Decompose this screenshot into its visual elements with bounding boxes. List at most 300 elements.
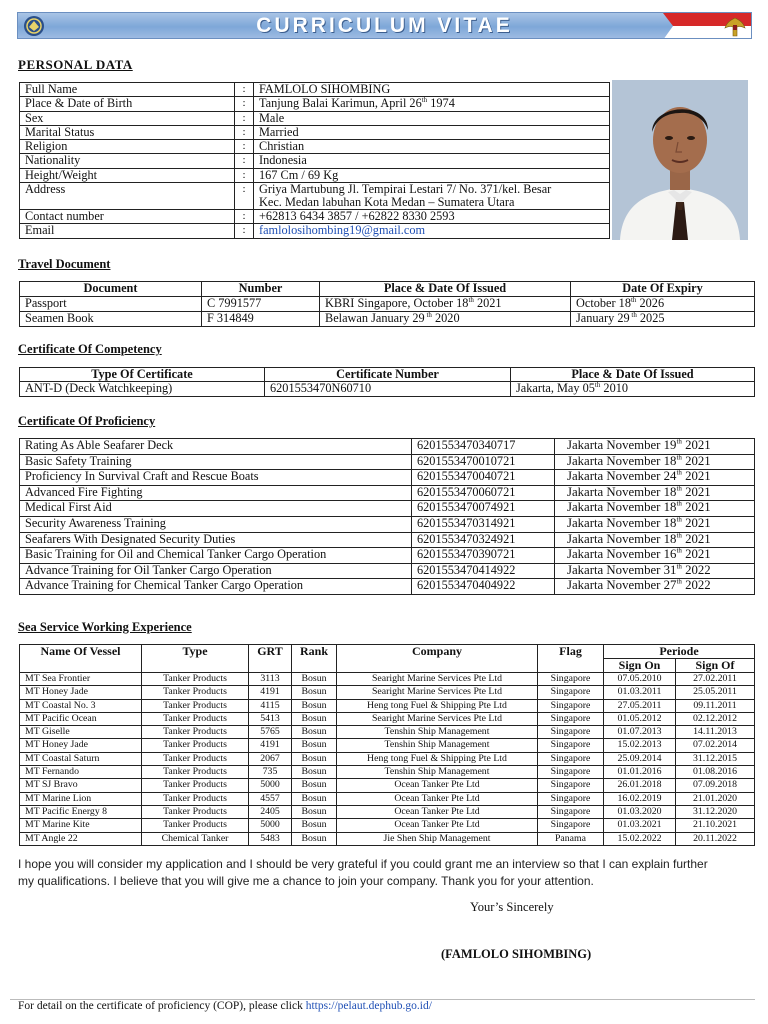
table-row	[20, 382, 755, 397]
competency-table	[19, 367, 755, 397]
table-row	[20, 454, 755, 470]
field-label: Sex	[20, 111, 235, 125]
type-cell: Tanker Products	[142, 673, 249, 686]
table-row	[20, 805, 755, 818]
vessel-cell: MT Marine Kite	[20, 819, 142, 832]
rank-cell: Bosun	[292, 726, 337, 739]
page-title: CURRICULUM VITAE	[256, 14, 513, 37]
flag-cell: Singapore	[538, 752, 604, 765]
cop-date-cell	[555, 563, 755, 579]
off-cell: 07.09.2018	[676, 779, 755, 792]
off-cell: 21.01.2020	[676, 792, 755, 805]
col-periode: Periode	[604, 645, 755, 659]
table-row	[20, 439, 755, 455]
personal-row	[20, 168, 610, 182]
text-part: Tanjung Balai Karimun, April 26	[259, 96, 422, 111]
ordinal-suffix: th	[468, 295, 474, 304]
company-cell: Searight Marine Services Pte Ltd	[337, 673, 538, 686]
company-cell: Searight Marine Services Pte Ltd	[337, 686, 538, 699]
on-cell: 16.02.2019	[604, 792, 676, 805]
cert-number-cell: 6201553470N60710	[265, 382, 511, 397]
cop-date-cell	[555, 548, 755, 564]
text-part: 2021	[681, 500, 711, 515]
text-part: Jakarta November 19	[567, 438, 677, 452]
text-part: Jakarta November 16	[567, 547, 677, 562]
company-cell: Tenshin Ship Management	[337, 739, 538, 752]
off-cell: 31.12.2015	[676, 752, 755, 765]
table-row	[20, 712, 755, 725]
ordinal-suffix: th	[676, 531, 682, 540]
company-cell: Tenshin Ship Management	[337, 766, 538, 779]
cop-number-cell: 6201553470340717	[412, 439, 555, 455]
vessel-cell: MT Pacific Energy 8	[20, 805, 142, 818]
table-row	[20, 832, 755, 845]
on-cell: 26.01.2018	[604, 779, 676, 792]
footer-link[interactable]: https://pelaut.dephub.go.id/	[305, 1000, 432, 1012]
personal-row	[20, 183, 610, 210]
cop-name-cell: Basic Safety Training	[20, 454, 412, 470]
text-part: Jakarta November 31	[567, 562, 677, 577]
field-label: Height/Weight	[20, 168, 235, 182]
vessel-cell: MT Honey Jade	[20, 686, 142, 699]
text-part: 2022	[681, 562, 711, 577]
colon: :	[235, 140, 254, 154]
type-cell: Tanker Products	[142, 686, 249, 699]
company-cell: Ocean Tanker Pte Ltd	[337, 805, 538, 818]
col-company: Company	[337, 645, 538, 673]
ordinal-suffix: th	[676, 484, 682, 493]
table-row	[20, 819, 755, 832]
sincerely-text: Your’s Sincerely	[470, 900, 554, 914]
off-cell: 07.02.2014	[676, 739, 755, 752]
off-cell: 01.08.2016	[676, 766, 755, 779]
field-value: Indonesia	[254, 154, 610, 168]
on-cell: 27.05.2011	[604, 699, 676, 712]
on-cell: 01.03.2011	[604, 686, 676, 699]
table-row	[20, 686, 755, 699]
sea-service-table	[19, 644, 755, 846]
colon: :	[235, 224, 254, 238]
vessel-cell: MT Fernando	[20, 766, 142, 779]
off-cell: 31.12.2020	[676, 805, 755, 818]
text-part: January 29	[576, 311, 630, 325]
ordinal-suffix: th	[676, 437, 682, 446]
col-type: Type	[142, 645, 249, 673]
grt-cell: 4115	[249, 699, 292, 712]
field-value: +62813 6434 3857 / +62822 8330 2593	[254, 210, 610, 224]
table-row	[20, 548, 755, 564]
text-part: 2021	[681, 531, 711, 546]
travel-document-table	[19, 281, 755, 327]
flag-cell: Singapore	[538, 699, 604, 712]
personal-row	[20, 97, 610, 111]
field-value	[254, 97, 610, 111]
text-part: 2021	[681, 547, 711, 562]
text-part: 2021	[681, 515, 711, 530]
grt-cell: 735	[249, 766, 292, 779]
on-cell: 01.07.2013	[604, 726, 676, 739]
personal-row	[20, 224, 610, 238]
rank-cell: Bosun	[292, 792, 337, 805]
cop-name-cell: Seafarers With Designated Security Duties	[20, 532, 412, 548]
cop-number-cell: 6201553470040721	[412, 470, 555, 486]
col-sign-off: Sign Of	[676, 659, 755, 673]
text-part: Jakarta November 18	[567, 453, 677, 468]
table-row	[20, 563, 755, 579]
table-row	[20, 485, 755, 501]
ordinal-suffix: th	[676, 578, 682, 587]
text-part: 2010	[600, 381, 629, 395]
flag-cell: Singapore	[538, 779, 604, 792]
type-cell: Tanker Products	[142, 792, 249, 805]
col-cert-number: Certificate Number	[265, 368, 511, 382]
ordinal-suffix: th	[676, 515, 682, 524]
personal-row	[20, 140, 610, 154]
ordinal-suffix: th	[594, 380, 601, 389]
table-row	[20, 532, 755, 548]
vessel-cell: MT Coastal No. 3	[20, 699, 142, 712]
col-issued: Place & Date Of Issued	[320, 282, 571, 297]
expiry-cell	[571, 297, 755, 312]
col-number: Number	[202, 282, 320, 297]
col-cert-issued: Place & Date Of Issued	[511, 368, 755, 382]
rank-cell: Bosun	[292, 712, 337, 725]
personal-row	[20, 210, 610, 224]
field-value: 167 Cm / 69 Kg	[254, 168, 610, 182]
cop-name-cell: Advanced Fire Fighting	[20, 485, 412, 501]
company-cell: Ocean Tanker Pte Ltd	[337, 779, 538, 792]
rank-cell: Bosun	[292, 805, 337, 818]
flag-cell: Singapore	[538, 726, 604, 739]
col-cert-type: Type Of Certificate	[20, 368, 265, 382]
table-row	[20, 752, 755, 765]
flag-cell: Singapore	[538, 792, 604, 805]
cop-date-cell	[555, 454, 755, 470]
personal-row	[20, 125, 610, 139]
vessel-cell: MT Coastal Saturn	[20, 752, 142, 765]
grt-cell: 5000	[249, 779, 292, 792]
field-label: Religion	[20, 140, 235, 154]
cop-number-cell: 6201553470404922	[412, 579, 555, 595]
company-cell: Searight Marine Services Pte Ltd	[337, 712, 538, 725]
type-cell: Chemical Tanker	[142, 832, 249, 845]
text-part: 2026	[636, 296, 665, 310]
ordinal-suffix: th	[676, 468, 682, 477]
table-row	[20, 792, 755, 805]
address-line-2: Kec. Medan labuhan Kota Medan – Sumatera Utara	[259, 195, 515, 210]
doc-cell: Seamen Book	[20, 312, 202, 327]
col-grt: GRT	[249, 645, 292, 673]
colon: :	[235, 183, 254, 210]
vessel-cell: MT Marine Lion	[20, 792, 142, 805]
rank-cell: Bosun	[292, 832, 337, 845]
travel-document-heading: Travel Document	[18, 257, 111, 271]
flag-cell: Singapore	[538, 805, 604, 818]
ordinal-suffix: th	[424, 310, 432, 319]
table-row	[20, 297, 755, 312]
company-cell: Jie Shen Ship Management	[337, 832, 538, 845]
on-cell: 01.05.2012	[604, 712, 676, 725]
cop-name-cell: Security Awareness Training	[20, 516, 412, 532]
ordinal-suffix: th	[676, 562, 682, 571]
field-value	[254, 224, 610, 238]
text-part: Belawan January 29	[325, 311, 425, 325]
vessel-cell: MT Sea Frontier	[20, 673, 142, 686]
colon: :	[235, 154, 254, 168]
text-part: 2021	[681, 469, 711, 484]
number-cell: F 314849	[202, 312, 320, 327]
cop-name-cell: Basic Training for Oil and Chemical Tanker Cargo Operation	[20, 548, 412, 564]
personal-data-heading: PERSONAL DATA	[18, 57, 133, 72]
type-cell: Tanker Products	[142, 805, 249, 818]
address-line-1: Griya Martubung Jl. Tempirai Lestari 7/ No. 371/kel. Besar	[259, 182, 552, 197]
company-cell: Ocean Tanker Pte Ltd	[337, 819, 538, 832]
ordinal-suffix: th	[630, 295, 637, 304]
col-rank: Rank	[292, 645, 337, 673]
flag-cell: Singapore	[538, 673, 604, 686]
grt-cell: 3113	[249, 673, 292, 686]
text-part: 2021	[681, 484, 711, 499]
grt-cell: 4191	[249, 739, 292, 752]
personal-data-table	[19, 82, 610, 239]
number-cell: C 7991577	[202, 297, 320, 312]
issued-cell	[320, 312, 571, 327]
type-cell: Tanker Products	[142, 752, 249, 765]
flag-cell: Singapore	[538, 712, 604, 725]
header-banner	[17, 12, 752, 39]
cop-date-cell	[555, 501, 755, 517]
issued-cell	[320, 297, 571, 312]
grt-cell: 5000	[249, 819, 292, 832]
col-expiry: Date Of Expiry	[571, 282, 755, 297]
text-part: KBRI Singapore, October 18	[325, 296, 469, 310]
colon: :	[235, 168, 254, 182]
proficiency-table	[19, 438, 755, 595]
table-row	[20, 673, 755, 686]
rank-cell: Bosun	[292, 686, 337, 699]
rank-cell: Bosun	[292, 779, 337, 792]
flag-cell: Singapore	[538, 686, 604, 699]
on-cell: 01.03.2021	[604, 819, 676, 832]
flag-cell: Singapore	[538, 739, 604, 752]
cop-number-cell: 6201553470074921	[412, 501, 555, 517]
cop-number-cell: 6201553470010721	[412, 454, 555, 470]
on-cell: 07.05.2010	[604, 673, 676, 686]
on-cell: 01.01.2016	[604, 766, 676, 779]
ordinal-suffix: th	[676, 546, 682, 555]
table-row	[20, 739, 755, 752]
personal-row	[20, 154, 610, 168]
grt-cell: 4191	[249, 686, 292, 699]
rank-cell: Bosun	[292, 673, 337, 686]
closing-line-1: I hope you will consider my application and I should be very grateful if you could grant me an interview so that I can explain further	[18, 857, 708, 871]
table-row	[20, 726, 755, 739]
ordinal-suffix: th	[421, 96, 428, 105]
company-cell: Heng tong Fuel & Shipping Pte Ltd	[337, 752, 538, 765]
footer-note	[18, 1000, 432, 1012]
vessel-cell: MT Angle 22	[20, 832, 142, 845]
cert-type-cell: ANT-D (Deck Watchkeeping)	[20, 382, 265, 397]
company-cell: Tenshin Ship Management	[337, 726, 538, 739]
off-cell: 20.11.2022	[676, 832, 755, 845]
footer-text: For detail on the certificate of proficiency (COP), please click	[18, 1000, 306, 1012]
ordinal-suffix: th	[629, 310, 637, 319]
ordinal-suffix: th	[676, 453, 682, 462]
garuda-flag-icon	[663, 13, 751, 39]
personal-row	[20, 111, 610, 125]
field-label: Marital Status	[20, 125, 235, 139]
type-cell: Tanker Products	[142, 739, 249, 752]
table-row	[20, 699, 755, 712]
cop-name-cell: Advance Training for Chemical Tanker Cargo Operation	[20, 579, 412, 595]
text-part: 1974	[427, 96, 455, 111]
col-sign-on: Sign On	[604, 659, 676, 673]
personal-row	[20, 83, 610, 97]
text-part: Jakarta, May 05	[516, 381, 595, 395]
field-label: Email	[20, 224, 235, 238]
type-cell: Tanker Products	[142, 726, 249, 739]
on-cell: 01.03.2020	[604, 805, 676, 818]
off-cell: 27.02.2011	[676, 673, 755, 686]
rank-cell: Bosun	[292, 739, 337, 752]
grt-cell: 2405	[249, 805, 292, 818]
cop-number-cell: 6201553470314921	[412, 516, 555, 532]
cop-name-cell: Advance Training for Oil Tanker Cargo Operation	[20, 563, 412, 579]
grt-cell: 5483	[249, 832, 292, 845]
off-cell: 09.11.2011	[676, 699, 755, 712]
sea-service-heading: Sea Service Working Experience	[18, 620, 192, 634]
on-cell: 15.02.2022	[604, 832, 676, 845]
signature-name: (FAMLOLO SIHOMBING)	[441, 947, 592, 961]
rank-cell: Bosun	[292, 766, 337, 779]
expiry-cell	[571, 312, 755, 327]
on-cell: 25.09.2014	[604, 752, 676, 765]
table-row	[20, 501, 755, 517]
text-part: Jakarta November 24	[567, 469, 677, 484]
off-cell: 21.10.2021	[676, 819, 755, 832]
rank-cell: Bosun	[292, 752, 337, 765]
col-vessel: Name Of Vessel	[20, 645, 142, 673]
off-cell: 02.12.2012	[676, 712, 755, 725]
grt-cell: 5413	[249, 712, 292, 725]
cop-date-cell	[555, 470, 755, 486]
company-cell: Ocean Tanker Pte Ltd	[337, 792, 538, 805]
cop-number-cell: 6201553470324921	[412, 532, 555, 548]
off-cell: 25.05.2011	[676, 686, 755, 699]
type-cell: Tanker Products	[142, 712, 249, 725]
text-part: Jakarta November 18	[567, 531, 677, 546]
vessel-cell: MT SJ Bravo	[20, 779, 142, 792]
text-part: 2022	[681, 578, 711, 593]
proficiency-heading: Certificate Of Proficiency	[18, 414, 156, 428]
text-part: Jakarta November 27	[567, 578, 677, 593]
doc-cell: Passport	[20, 297, 202, 312]
rank-cell: Bosun	[292, 819, 337, 832]
flag-cell: Panama	[538, 832, 604, 845]
colon: :	[235, 83, 254, 97]
text-part: Jakarta November 18	[567, 515, 677, 530]
field-label: Contact number	[20, 210, 235, 224]
cop-name-cell: Rating As Able Seafarer Deck	[20, 439, 412, 455]
rank-cell: Bosun	[292, 699, 337, 712]
field-label: Address	[20, 183, 235, 210]
field-label: Nationality	[20, 154, 235, 168]
table-row	[20, 470, 755, 486]
colon: :	[235, 97, 254, 111]
grt-cell: 2067	[249, 752, 292, 765]
field-label: Full Name	[20, 83, 235, 97]
type-cell: Tanker Products	[142, 699, 249, 712]
cop-name-cell: Medical First Aid	[20, 501, 412, 517]
closing-line-2: my qualifications. I believe that you will give me a chance to join your company. Thank you for your attention.	[18, 874, 594, 888]
type-cell: Tanker Products	[142, 779, 249, 792]
field-value: Married	[254, 125, 610, 139]
text-part: Jakarta November 18	[567, 500, 677, 515]
table-row	[20, 312, 755, 327]
cop-date-cell	[555, 439, 755, 455]
cop-number-cell: 6201553470060721	[412, 485, 555, 501]
vessel-cell: MT Pacific Ocean	[20, 712, 142, 725]
email-link[interactable]: famlolosihombing19@gmail.com	[259, 223, 426, 238]
colon: :	[235, 210, 254, 224]
type-cell: Tanker Products	[142, 819, 249, 832]
table-row	[20, 779, 755, 792]
field-value: Male	[254, 111, 610, 125]
cop-date-cell	[555, 516, 755, 532]
table-row	[20, 516, 755, 532]
flag-cell: Singapore	[538, 766, 604, 779]
type-cell: Tanker Products	[142, 766, 249, 779]
cop-number-cell: 6201553470414922	[412, 563, 555, 579]
field-value	[254, 183, 610, 210]
competency-heading: Certificate Of Competency	[18, 342, 162, 356]
text-part: 2021	[473, 296, 502, 310]
colon: :	[235, 125, 254, 139]
field-value: FAMLOLO SIHOMBING	[254, 83, 610, 97]
text-part: 2025	[636, 311, 665, 325]
text-part: 2020	[431, 311, 460, 325]
closing-paragraph	[18, 856, 748, 890]
text-part: Jakarta November 18	[567, 484, 677, 499]
field-label: Place & Date of Birth	[20, 97, 235, 111]
vessel-cell: MT Honey Jade	[20, 739, 142, 752]
cop-number-cell: 6201553470390721	[412, 548, 555, 564]
table-row	[20, 766, 755, 779]
field-value: Christian	[254, 140, 610, 154]
text-part: 2021	[681, 453, 711, 468]
colon: :	[235, 111, 254, 125]
on-cell: 15.02.2013	[604, 739, 676, 752]
cop-date-cell	[555, 532, 755, 548]
table-row	[20, 579, 755, 595]
profile-photo	[612, 80, 748, 240]
col-flag: Flag	[538, 645, 604, 673]
off-cell: 14.11.2013	[676, 726, 755, 739]
cop-date-cell	[555, 485, 755, 501]
col-document: Document	[20, 282, 202, 297]
text-part: 2021	[681, 438, 711, 452]
vessel-cell: MT Giselle	[20, 726, 142, 739]
cop-date-cell	[555, 579, 755, 595]
cop-name-cell: Proficiency In Survival Craft and Rescue Boats	[20, 470, 412, 486]
grt-cell: 5765	[249, 726, 292, 739]
company-cell: Heng tong Fuel & Shipping Pte Ltd	[337, 699, 538, 712]
cert-issued-cell	[511, 382, 755, 397]
ordinal-suffix: th	[676, 500, 682, 509]
flag-cell: Singapore	[538, 819, 604, 832]
text-part: October 18	[576, 296, 631, 310]
grt-cell: 4557	[249, 792, 292, 805]
